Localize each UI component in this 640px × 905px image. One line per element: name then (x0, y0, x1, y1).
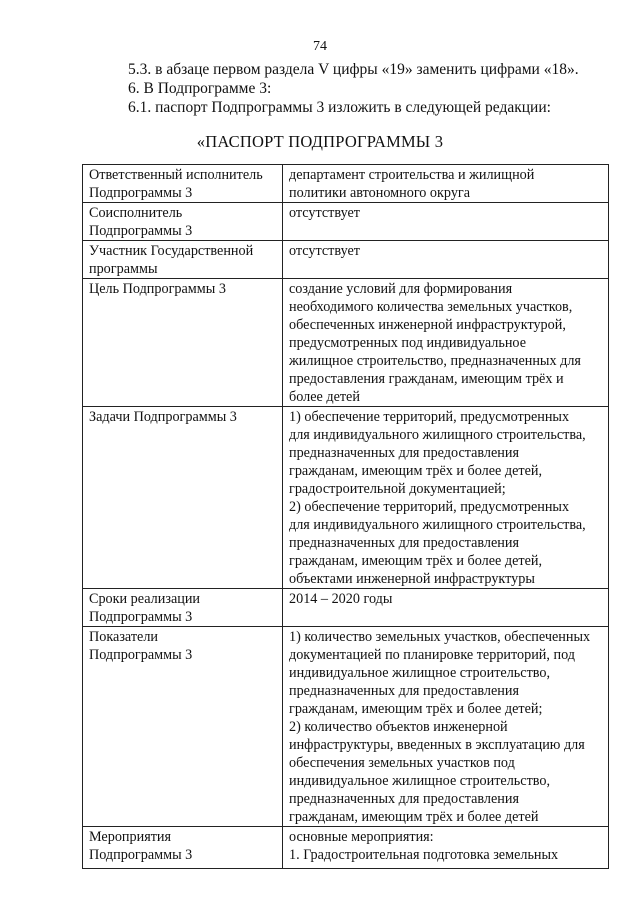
table-row (83, 827, 609, 869)
row-label-cell (83, 241, 283, 279)
amendment-line-6-1: 6.1. паспорт Подпрограммы 3 изложить в следующей редакции: (128, 99, 551, 116)
row-value: основные мероприятия: 1. Градостроительная подготовка земельных (289, 829, 559, 863)
row-value-cell (283, 241, 609, 279)
amendment-text (128, 60, 598, 117)
row-value-cell (283, 165, 609, 203)
row-label: Задачи Подпрограммы 3 (89, 409, 237, 425)
table-row (83, 279, 609, 407)
table-row (83, 627, 609, 827)
passport-table (82, 164, 609, 869)
row-value-cell (283, 279, 609, 407)
table-row (83, 203, 609, 241)
row-value-cell (283, 589, 609, 627)
row-label-cell (83, 165, 283, 203)
row-value: 1) количество земельных участков, обеспеченных документацией по планировке территорий, под индивидуальное жилищное строительство, предназначенных для предоставления гражданам, имеющим трёх и более детей; 2) количество объектов инженерной инфраструктуры, введенных в эксплуатацию для обеспечения земельных участков под индивидуальное жилищное строительство, предназначенных для предоставления гражданам, имеющим трёх и более детей (289, 629, 591, 825)
table-row (83, 407, 609, 589)
table-row (83, 241, 609, 279)
row-value: создание условий для формирования необходимого количества земельных участков, обеспеченных инженерной инфраструктурой, предусмотренных под индивидуальное жилищное строительство, предназначенных для предоставления гражданам, имеющим трёх и более детей (289, 281, 581, 405)
row-label: Сроки реализации Подпрограммы 3 (89, 591, 201, 625)
row-value: отсутствует (289, 205, 360, 221)
row-label-cell (83, 279, 283, 407)
row-label-cell (83, 407, 283, 589)
passport-title: «ПАСПОРТ ПОДПРОГРАММЫ 3 (196, 132, 444, 151)
row-value: департамент строительства и жилищной политики автономного округа (289, 167, 535, 201)
row-label: Цель Подпрограммы 3 (89, 281, 226, 297)
amendment-line-5-3: 5.3. в абзаце первом раздела V цифры «19» заменить цифрами «18». (128, 61, 579, 78)
row-label: Мероприятия Подпрограммы 3 (89, 829, 193, 863)
row-label-cell (83, 203, 283, 241)
table-row (83, 589, 609, 627)
row-value: 2014 – 2020 годы (289, 591, 393, 607)
row-label: Соисполнитель Подпрограммы 3 (89, 205, 193, 239)
row-label: Участник Государственной программы (89, 243, 254, 277)
amendment-line-6: 6. В Подпрограмме 3: (128, 80, 272, 97)
row-label-cell (83, 627, 283, 827)
row-value-cell (283, 407, 609, 589)
row-value: 1) обеспечение территорий, предусмотренных для индивидуального жилищного строительства, предназначенных для предоставления гражданам, имеющим трёх и более детей, градостроительной документацией; 2) обеспечение территорий, предусмотренных для индивидуального жилищного строительства, предназначенных для предоставления гражданам, имеющим трёх и более детей, объектами инженерной инфраструктуры (289, 409, 586, 587)
row-label-cell (83, 827, 283, 869)
row-value-cell (283, 203, 609, 241)
row-value-cell (283, 827, 609, 869)
row-label: Показатели Подпрограммы 3 (89, 629, 193, 663)
page-number: 74 (313, 39, 327, 54)
row-value-cell (283, 627, 609, 827)
row-label: Ответственный исполнитель Подпрограммы 3 (89, 167, 263, 201)
row-value: отсутствует (289, 243, 360, 259)
row-label-cell (83, 589, 283, 627)
table-row (83, 165, 609, 203)
